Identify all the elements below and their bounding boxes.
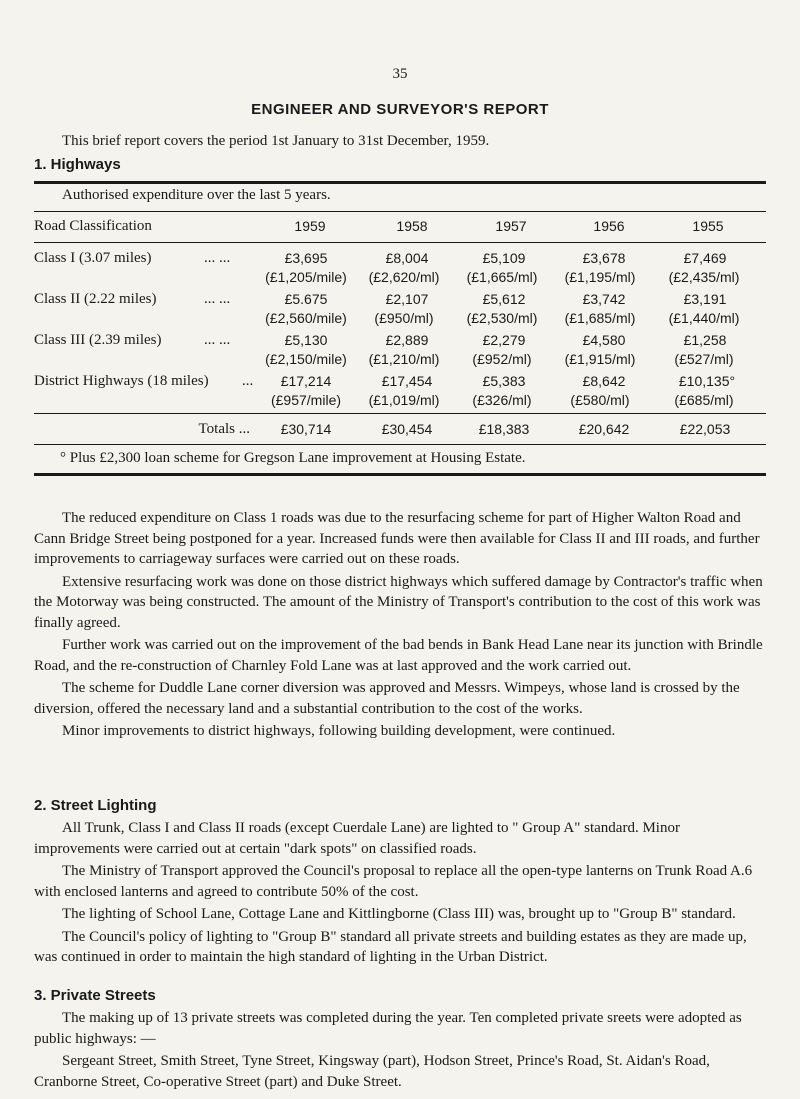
per-mile-cell: (£2,150/mile): [265, 351, 347, 367]
paragraph: Further work was carried out on the improvement of the bad bends in Bank Head Lane near its junction with Brindle Road, and the re-construction of Charnley Fold Lane was at last approved and the work carried out.: [34, 637, 763, 674]
per-mile-cell: (£1,685/ml): [564, 310, 636, 326]
total-cell: £30,454: [381, 421, 433, 437]
amount-cell: £7,469: [683, 250, 727, 266]
amount-cell: £5,383: [482, 373, 526, 389]
row-label: Class II (2.22 miles): [34, 291, 157, 307]
table-header-year: 1958: [396, 218, 428, 234]
per-mile-cell: (£326/ml): [472, 392, 532, 408]
totals-bottom-rule: [34, 444, 766, 445]
total-cell: £20,642: [578, 421, 630, 437]
per-mile-cell: (£685/ml): [674, 392, 734, 408]
amount-cell: £5.675: [284, 291, 328, 307]
per-mile-cell: (£1,210/ml): [368, 351, 440, 367]
header-bottom-rule: [34, 242, 766, 243]
page-title: ENGINEER AND SURVEYOR'S REPORT: [251, 101, 549, 118]
paragraph: The reduced expenditure on Class 1 roads was due to the resurfacing scheme for part of Higher Walton Road and Cann Bridge Street being postponed for a year. Increased funds were then available for Class II and III roads, and further improvements to carriageway surfaces were carried out on these roads.: [34, 510, 760, 567]
totals-top-rule: [34, 413, 766, 414]
table-header-year: 1956: [593, 218, 625, 234]
amount-cell: £5,109: [482, 250, 526, 266]
amount-cell: £3,191: [683, 291, 727, 307]
per-mile-cell: (£1,019/ml): [368, 392, 440, 408]
per-mile-cell: (£1,440/ml): [668, 310, 740, 326]
row-dots: ...: [242, 373, 254, 389]
paragraph: All Trunk, Class I and Class II roads (except Cuerdale Lane) are lighted to " Group A" standard. Minor improvements were carried out at certain "dark spots" on classified roads.: [34, 820, 680, 857]
per-mile-cell: (£2,530/ml): [466, 310, 538, 326]
paragraph: The making up of 13 private streets was completed during the year. Ten completed private sreets were adopted as public highways: —: [34, 1010, 742, 1047]
row-label: Class I (3.07 miles): [34, 250, 152, 266]
section-heading-private-streets: 3. Private Streets: [34, 987, 156, 1004]
amount-cell: £1,258: [683, 332, 727, 348]
paragraph: The Council's policy of lighting to "Group B" standard all private streets and building estates as they are made up, was continued in order to maintain the high standard of lighting in the Urban District.: [34, 928, 747, 965]
per-mile-cell: (£1,915/ml): [564, 351, 636, 367]
table-header-road-classification: Road Classification: [34, 218, 152, 234]
amount-cell: £3,678: [582, 250, 626, 266]
lighting-body: [34, 818, 766, 968]
intro-text: This brief report covers the period 1st January to 31st December, 1959.: [62, 133, 490, 149]
table-header-year: 1959: [294, 218, 326, 234]
per-mile-cell: (£1,665/ml): [466, 269, 538, 285]
amount-cell: £2,889: [385, 332, 429, 348]
paragraph: Minor improvements to district highways, following building development, were continued.: [62, 723, 616, 739]
amount-cell: £8,642: [582, 373, 626, 389]
table-header-year: 1957: [495, 218, 527, 234]
paragraph: Extensive resurfacing work was done on those district highways which suffered damage by Contractor's traffic when the Motorway was being constructed. The amount of the Ministry of Transport's contribution to the cost of this work was finally agreed.: [34, 573, 763, 631]
amount-cell: £8,004: [385, 250, 429, 266]
amount-cell: £17,454: [381, 373, 433, 389]
row-label: Class III (2.39 miles): [34, 332, 162, 348]
expenditure-table: [0, 0, 800, 380]
amount-cell: £5,130: [284, 332, 328, 348]
total-cell: £22,053: [679, 421, 731, 437]
table-header-year: 1955: [692, 218, 724, 234]
per-mile-cell: (£2,620/ml): [368, 269, 440, 285]
per-mile-cell: (£957/mile): [270, 392, 342, 408]
amount-cell: £2,107: [385, 291, 429, 307]
per-mile-cell: (£580/ml): [570, 392, 630, 408]
total-cell: £30,714: [280, 421, 332, 437]
per-mile-cell: (£1,205/mile): [265, 269, 347, 285]
paragraph: The lighting of School Lane, Cottage Lane and Kittlingborne (Class III) was, brought up to "Group B" standard.: [62, 906, 736, 922]
amount-cell: £3,742: [582, 291, 626, 307]
amount-cell: £4,580: [582, 332, 626, 348]
section-heading-street-lighting: 2. Street Lighting: [34, 797, 157, 814]
amount-cell: £10,135°: [678, 373, 736, 389]
amount-cell: £3,695: [284, 250, 328, 266]
table-bottom-rule: [34, 473, 766, 476]
per-mile-cell: (£952/ml): [472, 351, 532, 367]
total-cell: £18,383: [478, 421, 530, 437]
row-dots: ... ...: [204, 291, 231, 307]
expenditure-table-lower: [0, 370, 800, 500]
paragraph: The scheme for Duddle Lane corner diversion was approved and Messrs. Wimpeys, whose land is crossed by the diversion, offered the necessary land and a substantial contribution to the cost of the works.: [34, 680, 740, 717]
amount-cell: £17,214: [280, 373, 332, 389]
per-mile-cell: (£527/ml): [674, 351, 734, 367]
private-streets-body: [34, 1008, 766, 1092]
amount-cell: £2,279: [482, 332, 526, 348]
per-mile-cell: (£2,560/mile): [265, 310, 347, 326]
row-label: District Highways (18 miles): [34, 373, 209, 389]
paragraph: Sergeant Street, Smith Street, Tyne Street, Kingsway (part), Hodson Street, Prince's Road, St. Aidan's Road, Cranborne Street, Co-operative Street (part) and Duke Street.: [34, 1053, 710, 1090]
row-dots: ... ...: [204, 250, 231, 266]
page-number: 35: [392, 66, 408, 82]
totals-label: Totals ...: [198, 421, 250, 437]
row-dots: ... ...: [204, 332, 231, 348]
table-caption: Authorised expenditure over the last 5 years.: [62, 187, 331, 203]
paragraph: The Ministry of Transport approved the Council's proposal to replace all the open-type lanterns on Trunk Road A.6 with enclosed lanterns and agreed to contribute 50% of the cost.: [34, 863, 753, 900]
highways-body: [34, 508, 766, 742]
section-heading-highways: 1. Highways: [34, 156, 121, 173]
table-footnote: ° Plus £2,300 loan scheme for Gregson Lane improvement at Housing Estate.: [60, 450, 526, 466]
per-mile-cell: (£950/ml): [374, 310, 434, 326]
per-mile-cell: (£1,195/ml): [564, 269, 636, 285]
per-mile-cell: (£2,435/ml): [668, 269, 740, 285]
amount-cell: £5,612: [482, 291, 526, 307]
